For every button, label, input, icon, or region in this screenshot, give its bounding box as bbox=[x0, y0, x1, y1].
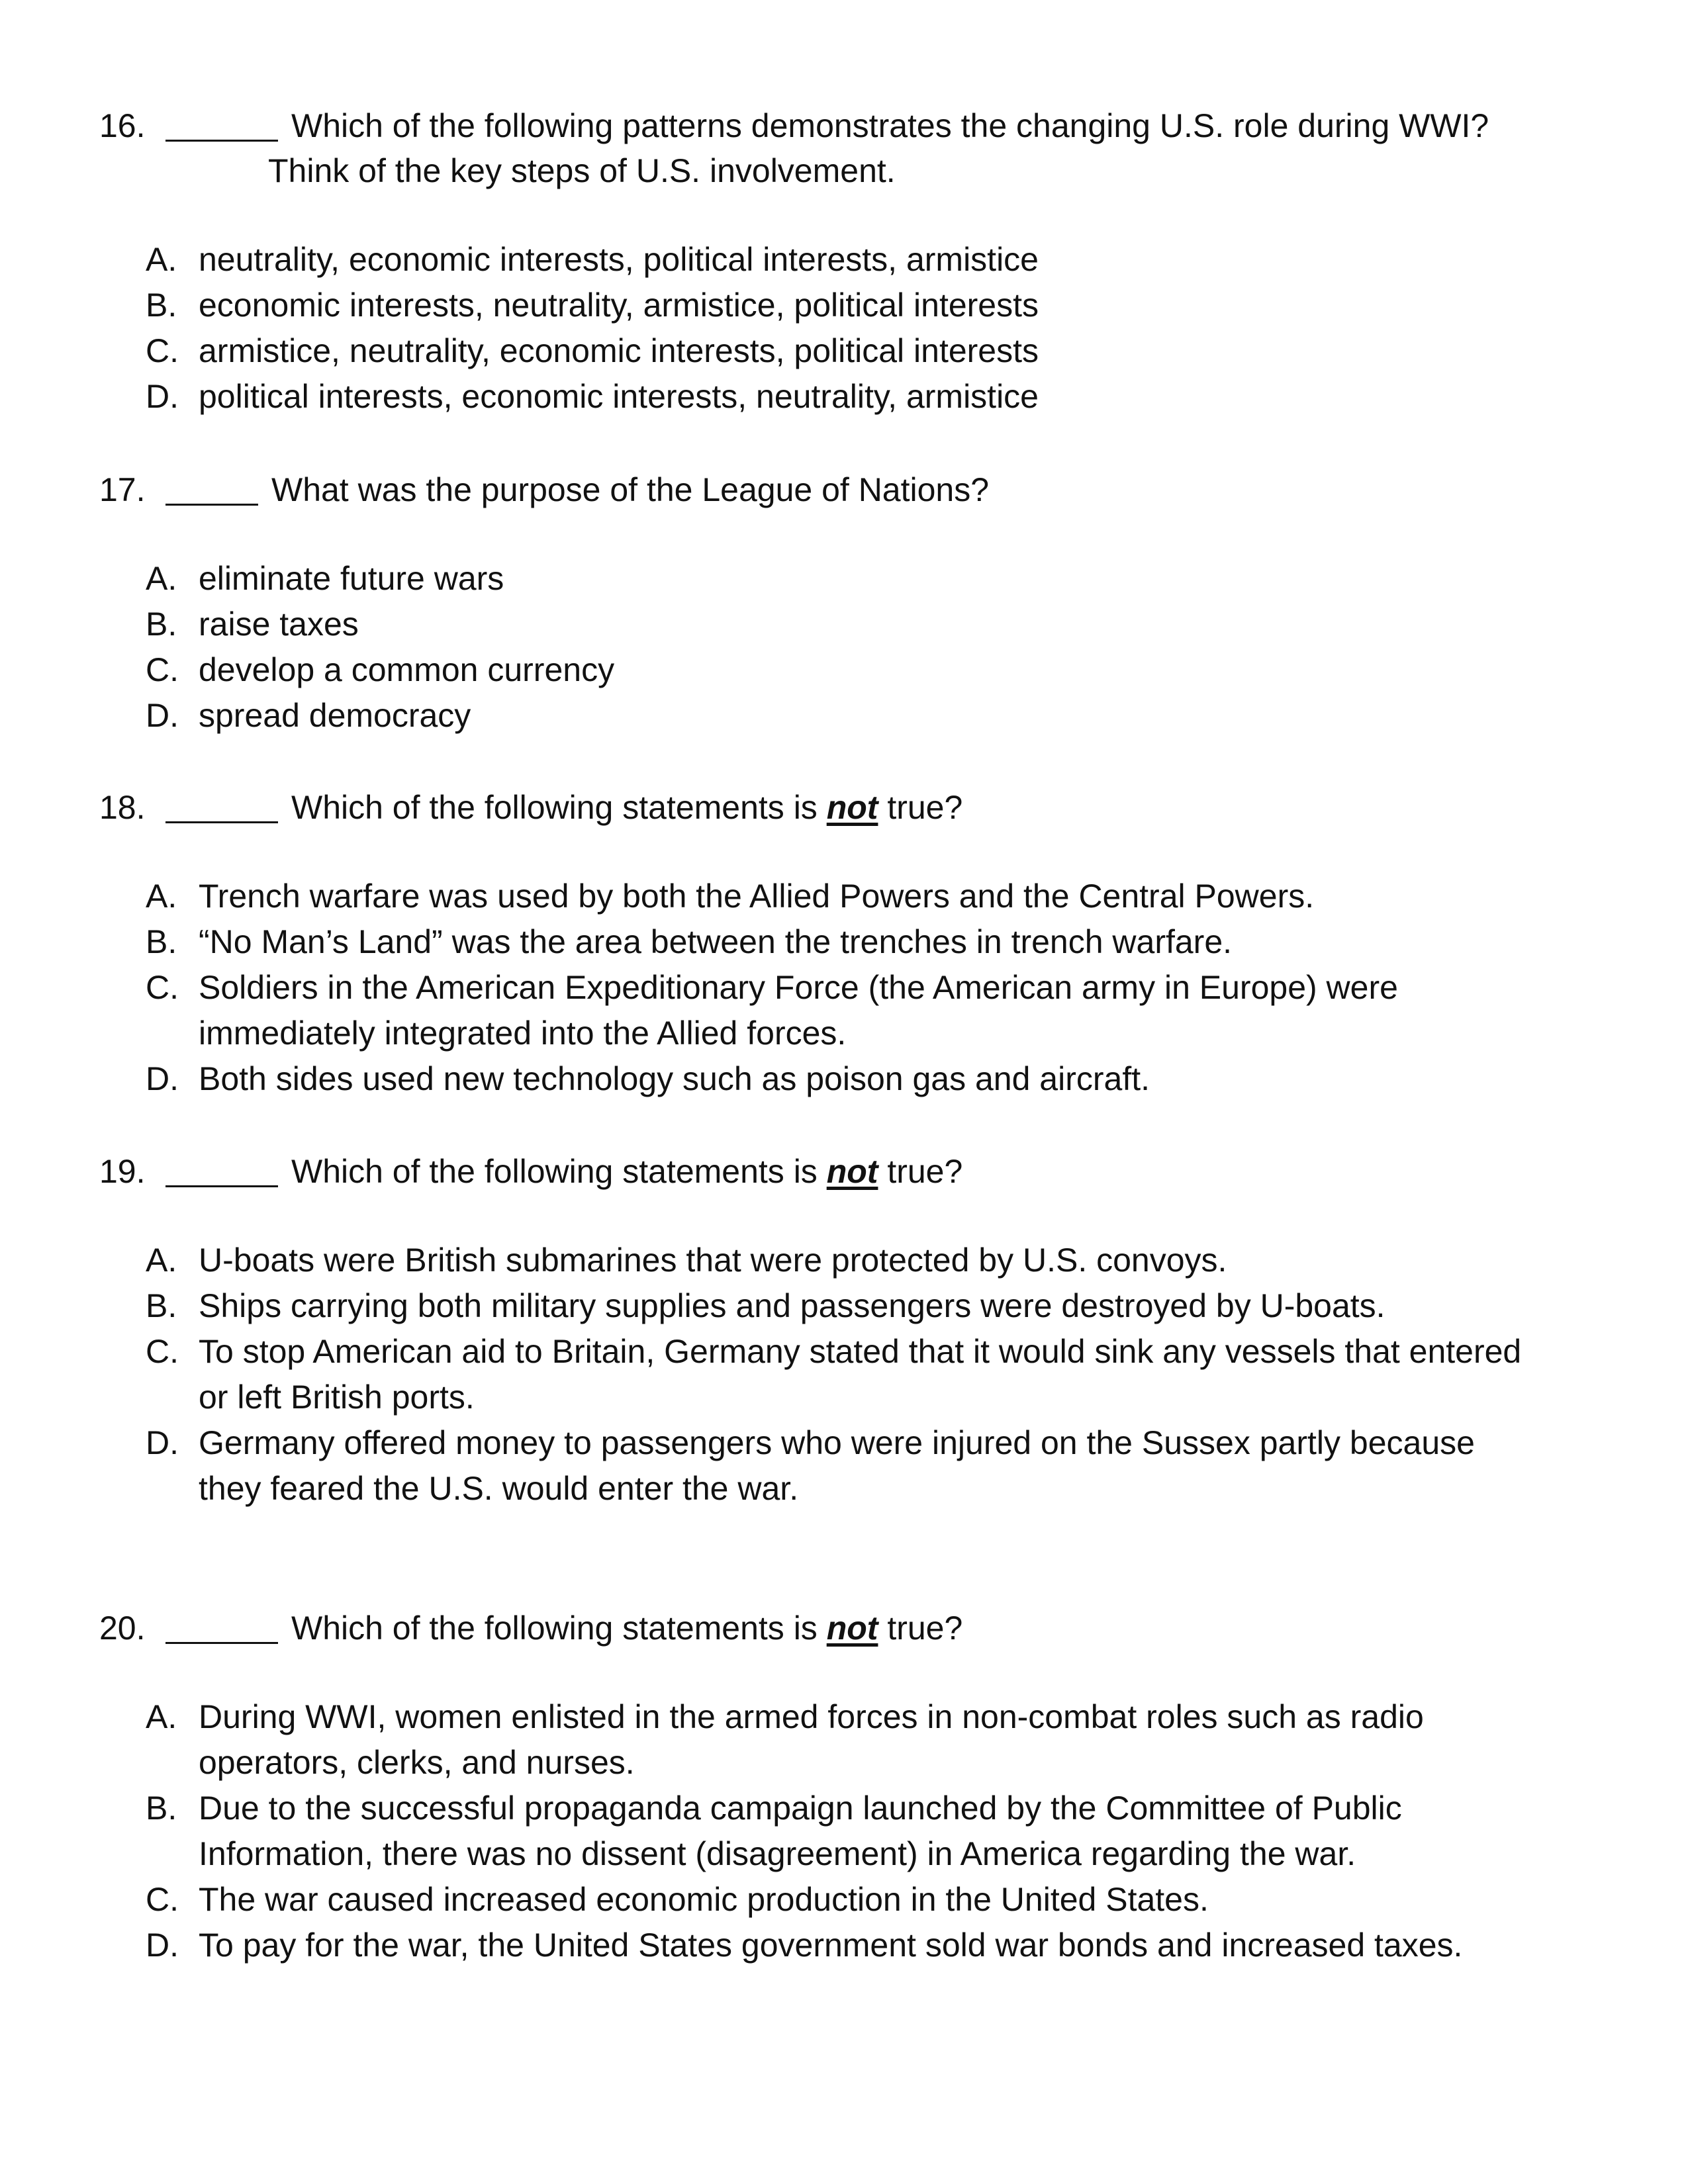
option-c bbox=[146, 1329, 1536, 1420]
question-header bbox=[99, 1148, 1589, 1195]
option-letter: A. bbox=[146, 1242, 177, 1279]
question-19 bbox=[99, 1148, 1589, 1195]
option-text: Due to the successful propaganda campaign launched by the Committee of Public Information, there was no dissent (disagreement) in America regarding the war. bbox=[199, 1790, 1402, 1872]
option-letter: B. bbox=[146, 606, 177, 643]
answer-blank[interactable] bbox=[165, 1185, 278, 1187]
option-letter: B. bbox=[146, 1790, 177, 1827]
answer-blank[interactable] bbox=[165, 140, 278, 142]
prompt-text: true? bbox=[878, 1153, 963, 1190]
option-text: During WWI, women enlisted in the armed forces in non-combat roles such as radio operators, clerks, and nurses. bbox=[199, 1698, 1424, 1781]
option-text: economic interests, neutrality, armistice, political interests bbox=[199, 287, 1039, 324]
option-letter: A. bbox=[146, 241, 177, 278]
option-text: Ships carrying both military supplies and passengers were destroyed by U-boats. bbox=[199, 1287, 1385, 1324]
answer-options-16 bbox=[146, 237, 1536, 420]
option-b bbox=[146, 283, 1536, 328]
prompt-text: true? bbox=[878, 789, 963, 826]
option-letter: C. bbox=[146, 1881, 179, 1918]
option-letter: D. bbox=[146, 378, 179, 415]
prompt-emphasis: not bbox=[826, 789, 878, 826]
option-text: “No Man’s Land” was the area between the trenches in trench warfare. bbox=[199, 923, 1233, 960]
answer-options-20 bbox=[146, 1694, 1536, 1968]
answer-blank[interactable] bbox=[165, 504, 258, 506]
prompt-text: Which of the following statements is bbox=[291, 1610, 827, 1647]
option-a bbox=[146, 556, 1536, 602]
question-16 bbox=[99, 103, 1589, 189]
option-letter: D. bbox=[146, 1060, 179, 1097]
question-prompt bbox=[291, 1148, 962, 1195]
answer-options-19 bbox=[146, 1238, 1536, 1512]
option-text: neutrality, economic interests, political interests, armistice bbox=[199, 241, 1039, 278]
option-letter: A. bbox=[146, 878, 177, 915]
question-20 bbox=[99, 1605, 1589, 1651]
option-text: armistice, neutrality, economic interests, political interests bbox=[199, 332, 1039, 369]
option-text: Both sides used new technology such as poison gas and aircraft. bbox=[199, 1060, 1150, 1097]
option-d bbox=[146, 693, 1536, 739]
option-letter: A. bbox=[146, 560, 177, 597]
option-d bbox=[146, 1923, 1536, 1968]
question-prompt: Which of the following patterns demonstrates the changing U.S. role during WWI? bbox=[291, 107, 1489, 144]
prompt-emphasis: not bbox=[826, 1153, 878, 1190]
option-c bbox=[146, 1877, 1536, 1923]
question-number: 18. bbox=[99, 789, 146, 826]
question-header bbox=[99, 467, 1589, 513]
option-letter: C. bbox=[146, 1333, 179, 1370]
question-number: 17. bbox=[99, 471, 146, 508]
question-header bbox=[99, 1605, 1589, 1651]
option-d bbox=[146, 1420, 1536, 1512]
question-prompt bbox=[291, 784, 962, 831]
option-d bbox=[146, 374, 1536, 420]
question-number: 16. bbox=[99, 107, 146, 144]
option-a bbox=[146, 1238, 1536, 1283]
option-letter: C. bbox=[146, 651, 179, 688]
option-b bbox=[146, 1283, 1536, 1329]
question-number: 19. bbox=[99, 1153, 146, 1190]
option-text: raise taxes bbox=[199, 606, 359, 643]
prompt-text: Which of the following statements is bbox=[291, 1153, 827, 1190]
option-a bbox=[146, 1694, 1536, 1786]
answer-options-17 bbox=[146, 556, 1536, 739]
prompt-emphasis: not bbox=[826, 1610, 878, 1647]
option-letter: B. bbox=[146, 287, 177, 324]
option-text: To stop American aid to Britain, Germany stated that it would sink any vessels that entered or left British ports. bbox=[199, 1333, 1522, 1416]
option-a bbox=[146, 237, 1536, 283]
question-number: 20. bbox=[99, 1610, 146, 1647]
answer-blank[interactable] bbox=[165, 821, 278, 823]
question-18 bbox=[99, 784, 1589, 831]
option-letter: D. bbox=[146, 1424, 179, 1461]
option-b bbox=[146, 919, 1536, 965]
option-letter: C. bbox=[146, 969, 179, 1006]
option-letter: B. bbox=[146, 923, 177, 960]
option-a bbox=[146, 874, 1536, 919]
question-header bbox=[99, 103, 1589, 149]
question-17 bbox=[99, 467, 1589, 513]
option-letter: B. bbox=[146, 1287, 177, 1324]
option-letter: C. bbox=[146, 332, 179, 369]
question-prompt bbox=[291, 1605, 962, 1651]
option-text: develop a common currency bbox=[199, 651, 615, 688]
option-text: spread democracy bbox=[199, 697, 471, 734]
option-text: U-boats were British submarines that were protected by U.S. convoys. bbox=[199, 1242, 1227, 1279]
option-c bbox=[146, 328, 1536, 374]
question-prompt-continuation: Think of the key steps of U.S. involvement. bbox=[268, 152, 896, 189]
option-text: Germany offered money to passengers who were injured on the Sussex partly because they feared the U.S. would enter the war. bbox=[199, 1424, 1475, 1507]
option-d bbox=[146, 1056, 1536, 1102]
option-text: political interests, economic interests, neutrality, armistice bbox=[199, 378, 1039, 415]
option-text: eliminate future wars bbox=[199, 560, 504, 597]
option-letter: D. bbox=[146, 697, 179, 734]
question-header bbox=[99, 784, 1589, 831]
option-c bbox=[146, 965, 1536, 1056]
option-text: Soldiers in the American Expeditionary Force (the American army in Europe) were immediately integrated into the Allied forces. bbox=[199, 969, 1398, 1052]
option-letter: A. bbox=[146, 1698, 177, 1735]
option-text: Trench warfare was used by both the Allied Powers and the Central Powers. bbox=[199, 878, 1315, 915]
option-text: To pay for the war, the United States government sold war bonds and increased taxes. bbox=[199, 1927, 1463, 1964]
prompt-text: Which of the following statements is bbox=[291, 789, 827, 826]
answer-options-18 bbox=[146, 874, 1536, 1102]
option-c bbox=[146, 647, 1536, 693]
option-text: The war caused increased economic production in the United States. bbox=[199, 1881, 1209, 1918]
answer-blank[interactable] bbox=[165, 1642, 278, 1644]
option-b bbox=[146, 1786, 1536, 1877]
prompt-text: true? bbox=[878, 1610, 963, 1647]
question-prompt: What was the purpose of the League of Nations? bbox=[271, 471, 990, 508]
option-b bbox=[146, 602, 1536, 647]
option-letter: D. bbox=[146, 1927, 179, 1964]
